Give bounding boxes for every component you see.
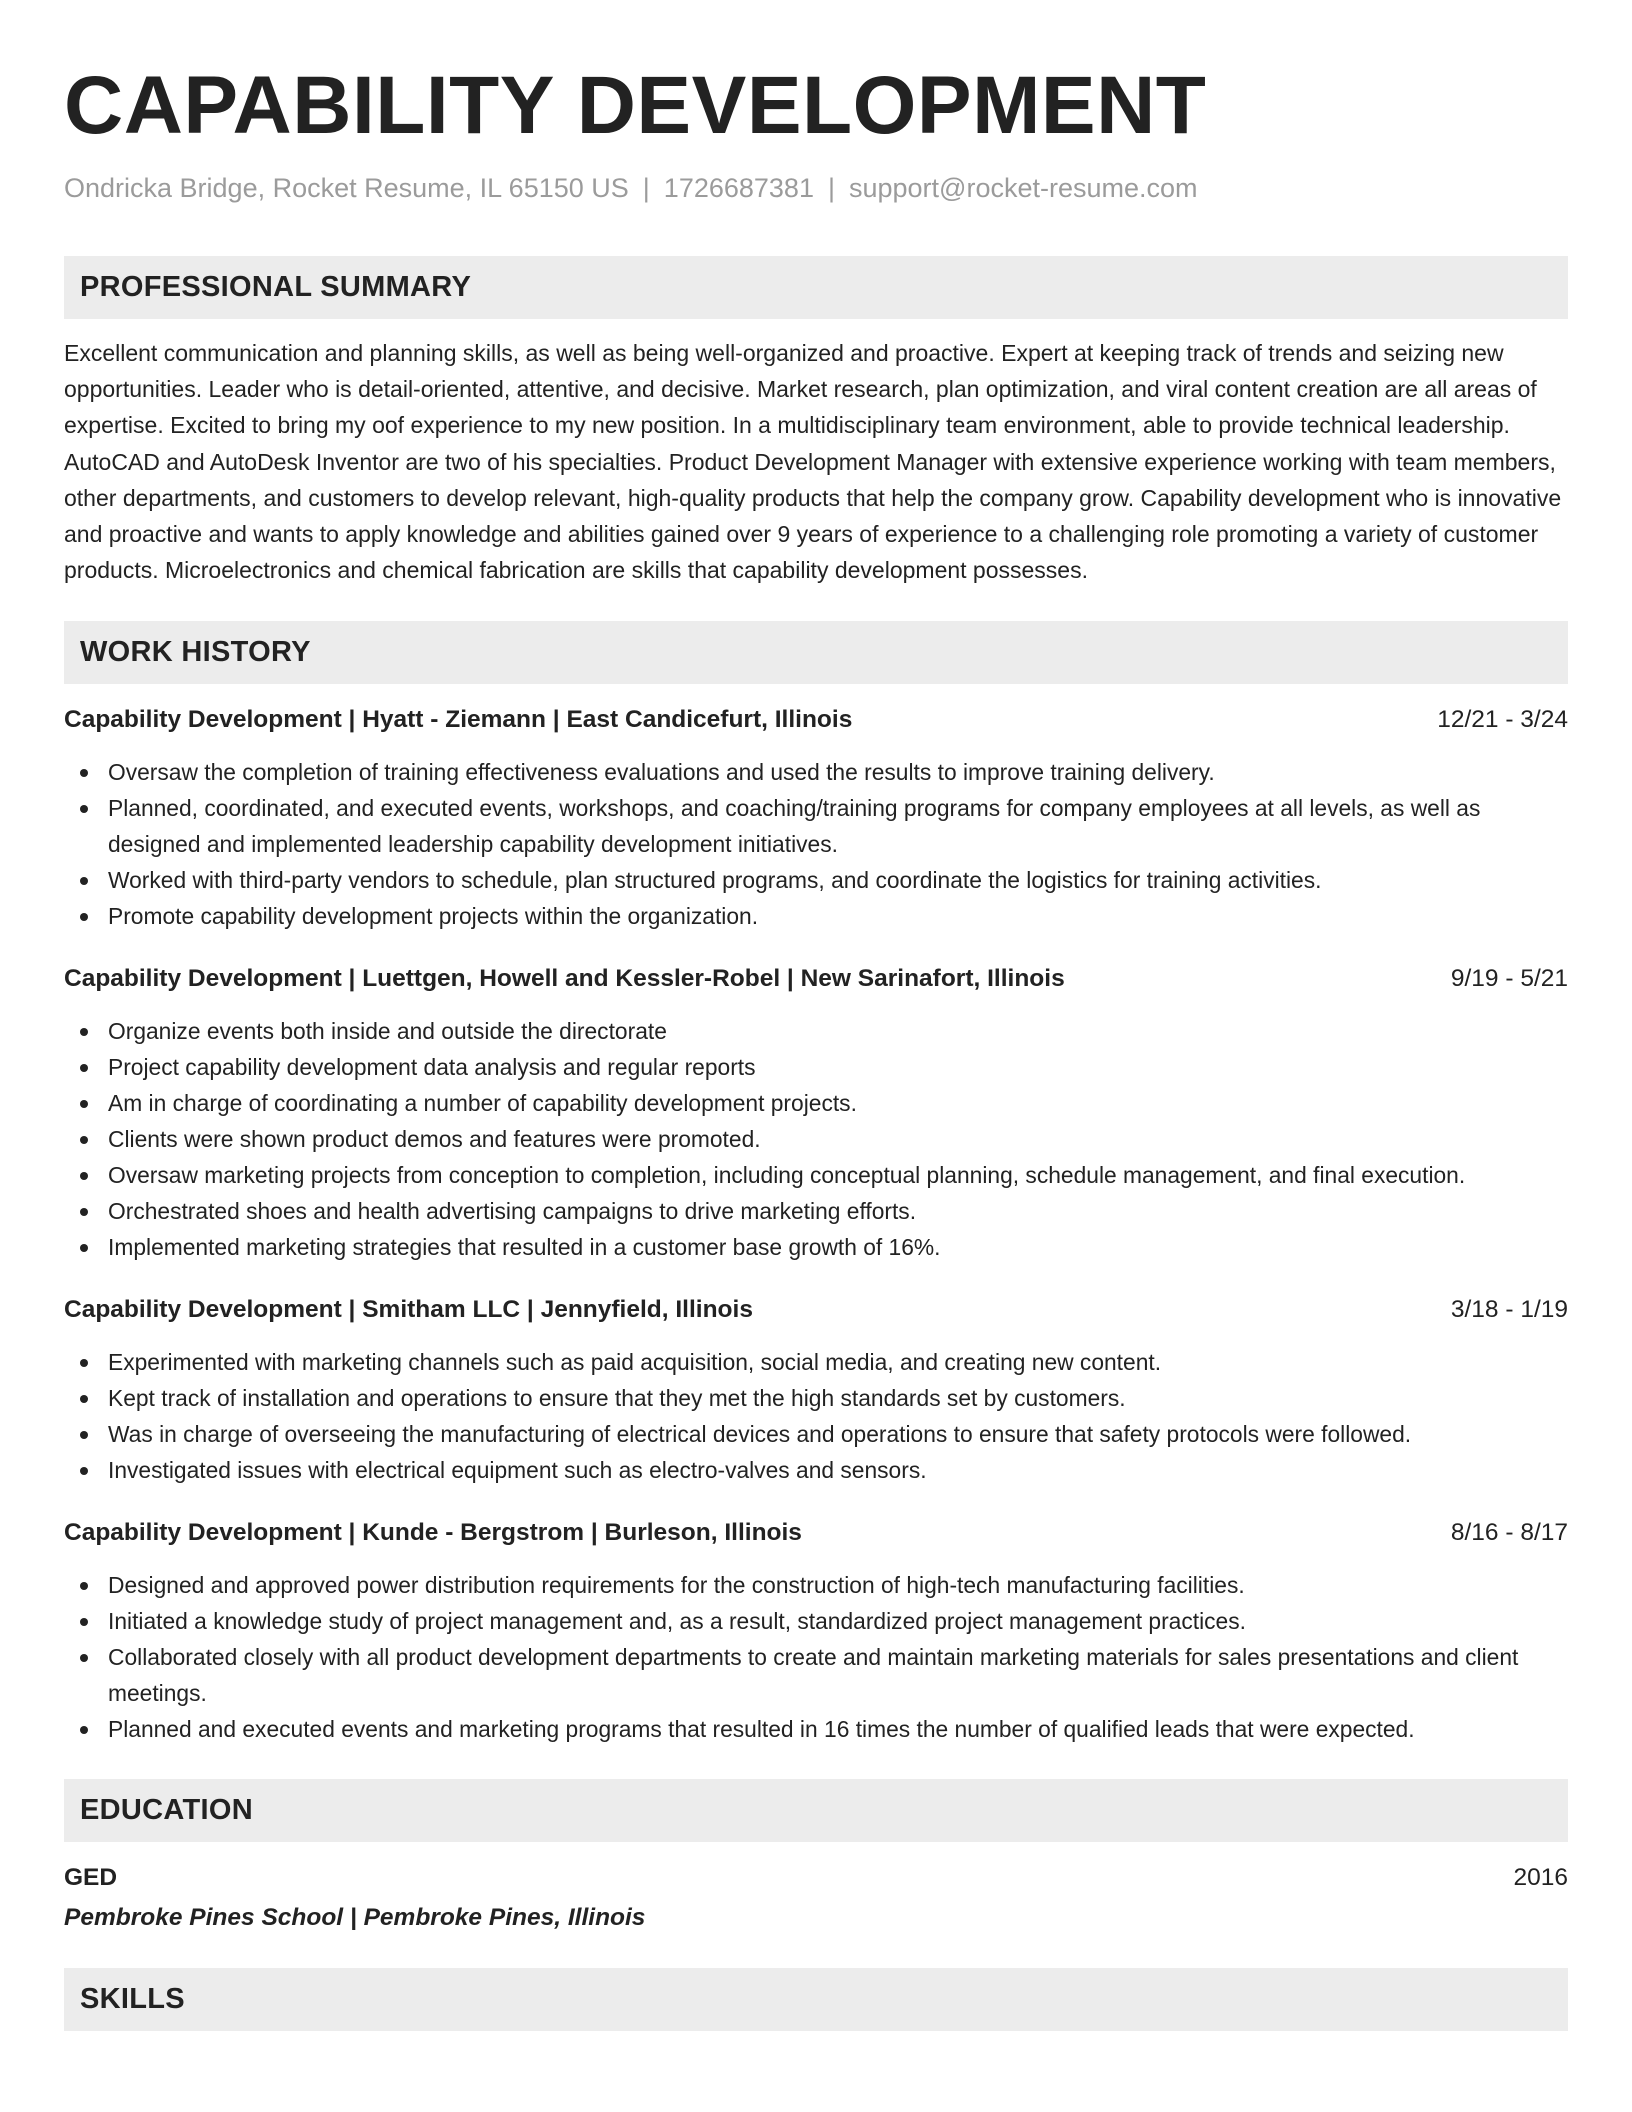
education-degree: GED: [64, 1864, 118, 1892]
job-dates: 8/16 - 8/17: [1450, 1519, 1568, 1547]
section-header-skills: SKILLS: [64, 1968, 1568, 2031]
job-bullet: Planned and executed events and marketing programs that resulted in 16 times the number of qualified leads that were expected.: [64, 1711, 1568, 1747]
job-bullet: Oversaw marketing projects from conception to completion, including conceptual planning, schedule management, and final execution.: [64, 1157, 1568, 1193]
job-bullet: Planned, coordinated, and executed events, workshops, and coaching/training programs for company employees at all levels, as well as designed and implemented leadership capability development initiatives.: [64, 790, 1568, 862]
section-header-education: EDUCATION: [64, 1779, 1568, 1842]
job-title: Capability Development | Kunde - Bergstrom | Burleson, Illinois: [64, 1519, 802, 1547]
job-entry: [64, 1292, 1568, 1488]
job-header: [64, 961, 1568, 997]
contact-phone: 1726687381: [663, 173, 814, 203]
contact-line: [64, 170, 1568, 206]
contact-email: support@rocket-resume.com: [848, 173, 1198, 203]
section-header-summary: PROFESSIONAL SUMMARY: [64, 256, 1568, 319]
job-header: [64, 702, 1568, 738]
job-bullet: Investigated issues with electrical equipment such as electro-valves and sensors.: [64, 1452, 1568, 1488]
job-entry: [64, 961, 1568, 1265]
job-dates: 12/21 - 3/24: [1437, 706, 1568, 734]
education-year: 2016: [1513, 1864, 1568, 1892]
contact-separator: |: [642, 173, 650, 203]
education-entry: [64, 1860, 1568, 1936]
job-bullet: Promote capability development projects within the organization.: [64, 898, 1568, 934]
education-header: [64, 1860, 1568, 1896]
job-header: [64, 1292, 1568, 1328]
job-title: Capability Development | Smitham LLC | Jennyfield, Illinois: [64, 1296, 753, 1324]
resume-name: CAPABILITY DEVELOPMENT: [64, 60, 1207, 151]
job-bullets: [64, 1344, 1568, 1488]
job-title: Capability Development | Hyatt - Ziemann | East Candicefurt, Illinois: [64, 706, 853, 734]
education-school: Pembroke Pines School | Pembroke Pines, Illinois: [64, 1904, 646, 1932]
job-title: Capability Development | Luettgen, Howell and Kessler-Robel | New Sarinafort, Illinois: [64, 965, 1065, 993]
job-bullet: Organize events both inside and outside the directorate: [64, 1013, 1568, 1049]
job-bullets: [64, 1013, 1568, 1265]
job-bullet: Kept track of installation and operations to ensure that they met the high standards set by customers.: [64, 1380, 1568, 1416]
job-bullet: Implemented marketing strategies that resulted in a customer base growth of 16%.: [64, 1229, 1568, 1265]
job-dates: 9/19 - 5/21: [1450, 965, 1568, 993]
summary-text: Excellent communication and planning skills, as well as being well-organized and proactive. Expert at keeping track of trends and seizing new opportunities. Leader who is detail-oriented, attentive, and decisive. Market research, plan optimization, and viral content creation are all areas of expertise. Excited to bring my oof experience to my new position. In a multidisciplinary team environment, able to provide technical leadership. AutoCAD and AutoDesk Inventor are two of his specialties. Product Development Manager with extensive experience working with team members, other departments, and customers to develop relevant, high-quality products that help the company grow. Capability development who is innovative and proactive and wants to apply knowledge and abilities gained over 9 years of experience to a challenging role promoting a variety of customer products. Microelectronics and chemical fabrication are skills that capability development possesses.: [64, 340, 1562, 584]
job-bullet: Am in charge of coordinating a number of capability development projects.: [64, 1085, 1568, 1121]
job-bullet: Experimented with marketing channels such as paid acquisition, social media, and creating new content.: [64, 1344, 1568, 1380]
job-bullets: [64, 754, 1568, 934]
job-bullet: Designed and approved power distribution requirements for the construction of high-tech manufacturing facilities.: [64, 1567, 1568, 1603]
contact-separator: |: [827, 173, 835, 203]
job-bullets: [64, 1567, 1568, 1747]
job-header: [64, 1515, 1568, 1551]
job-bullet: Orchestrated shoes and health advertising campaigns to drive marketing efforts.: [64, 1193, 1568, 1229]
job-bullet: Collaborated closely with all product development departments to create and maintain marketing materials for sales presentations and client meetings.: [64, 1639, 1568, 1711]
job-bullet: Project capability development data analysis and regular reports: [64, 1049, 1568, 1085]
job-bullet: Clients were shown product demos and features were promoted.: [64, 1121, 1568, 1157]
job-entry: [64, 702, 1568, 934]
section-header-work-history: WORK HISTORY: [64, 621, 1568, 684]
job-bullet: Was in charge of overseeing the manufacturing of electrical devices and operations to ensure that safety protocols were followed.: [64, 1416, 1568, 1452]
job-bullet: Worked with third-party vendors to schedule, plan structured programs, and coordinate the logistics for training activities.: [64, 862, 1568, 898]
job-dates: 3/18 - 1/19: [1450, 1296, 1568, 1324]
resume-page: [64, 0, 1568, 2031]
job-entry: [64, 1515, 1568, 1747]
job-bullet: Initiated a knowledge study of project management and, as a result, standardized project management practices.: [64, 1603, 1568, 1639]
contact-address: Ondricka Bridge, Rocket Resume, IL 65150 US: [64, 173, 629, 203]
job-bullet: Oversaw the completion of training effectiveness evaluations and used the results to improve training delivery.: [64, 754, 1568, 790]
